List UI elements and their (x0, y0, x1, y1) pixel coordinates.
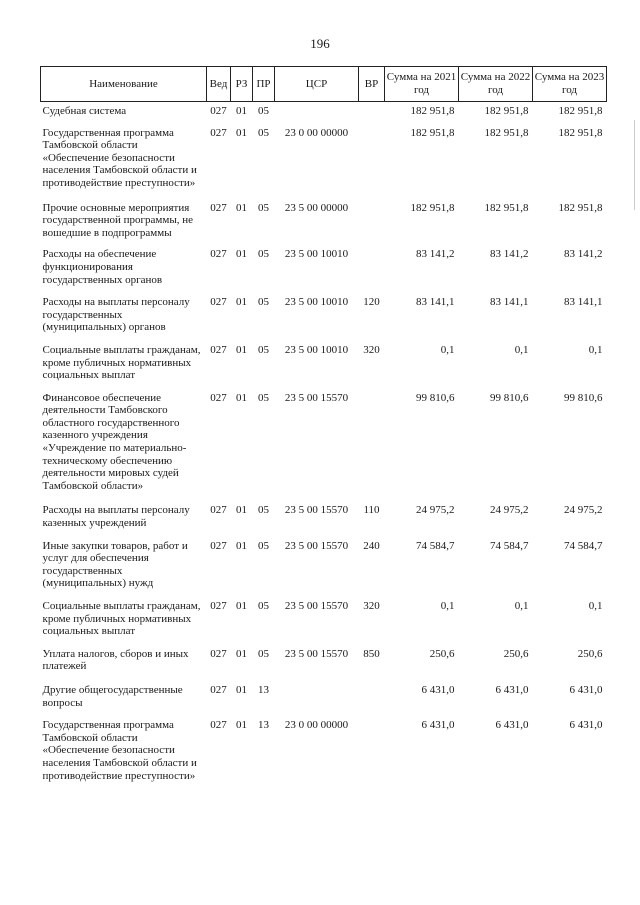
table-row (41, 709, 607, 782)
cell-csr: 23 5 00 15570 (284, 391, 349, 404)
cell-sum-2021: 182 951,8 (410, 126, 455, 139)
cell-name: Расходы на выплаты персоналу государственных (муниципальных) органов (42, 296, 190, 334)
cell-sum-2021: 83 141,1 (416, 296, 455, 309)
cell-sum-2022: 6 431,0 (495, 719, 529, 732)
cell-sum-2021: 83 141,2 (416, 248, 455, 261)
cell-rz: 01 (236, 248, 247, 261)
cell-sum-2022: 74 584,7 (490, 539, 529, 552)
cell-name: Уплата налогов, сборов и иных платежей (42, 647, 189, 673)
cell-vr: 320 (363, 343, 380, 356)
cell-csr: 23 5 00 15570 (284, 504, 349, 517)
cell-rz: 01 (236, 539, 247, 552)
table-row (41, 492, 607, 529)
cell-name: Государственная программа Тамбовской области «Обеспечение безопасности населения Тамбовской области и противодействие преступности» (42, 719, 197, 782)
scan-edge-mark (634, 120, 635, 210)
table-row (41, 334, 607, 382)
header-pr: ПР (253, 67, 275, 102)
table-row (41, 590, 607, 638)
cell-pr: 05 (258, 600, 269, 612)
cell-pr: 05 (258, 504, 269, 517)
table-row (41, 530, 607, 590)
cell-ved: 027 (210, 539, 227, 552)
cell-pr: 05 (258, 105, 269, 117)
cell-rz: 01 (236, 391, 247, 404)
cell-sum-2021: 250,6 (429, 647, 455, 660)
cell-vr (359, 239, 385, 286)
cell-sum-2022: 24 975,2 (490, 504, 529, 517)
cell-rz: 01 (236, 647, 247, 660)
cell-sum-2021: 0,1 (440, 343, 455, 356)
cell-rz: 01 (236, 296, 247, 309)
cell-rz: 01 (236, 105, 247, 117)
cell-sum-2023: 0,1 (588, 600, 603, 612)
cell-csr: 23 5 00 00000 (284, 201, 349, 214)
cell-pr: 05 (258, 201, 269, 214)
cell-pr: 05 (258, 539, 269, 552)
cell-sum-2023: 182 951,8 (558, 126, 603, 139)
cell-ved: 027 (210, 600, 227, 612)
cell-ved: 027 (210, 201, 227, 214)
header-sum-2021: Сумма на 2021 год (385, 67, 459, 102)
cell-rz: 01 (236, 719, 247, 732)
cell-csr: 23 5 00 10010 (284, 296, 349, 309)
cell-pr: 05 (258, 248, 269, 261)
cell-sum-2023: 83 141,2 (564, 248, 603, 261)
cell-name: Финансовое обеспечение деятельности Тамбовского областного государственного казенного учреждения «Учреждение по материально-техническому обеспечению деятельности мировых судей Тамбовской области» (42, 391, 187, 492)
cell-sum-2021: 99 810,6 (416, 391, 455, 404)
cell-csr: 23 0 00 00000 (284, 126, 349, 139)
table-row (41, 239, 607, 286)
cell-sum-2021: 74 584,7 (416, 539, 455, 552)
cell-vr (359, 673, 385, 709)
table-row (41, 638, 607, 673)
table-row (41, 102, 607, 118)
cell-sum-2021: 182 951,8 (410, 105, 455, 117)
cell-sum-2023: 74 584,7 (564, 539, 603, 552)
cell-name: Прочие основные мероприятия государственной программы, не вошедшие в подпрограммы (42, 201, 194, 239)
cell-rz: 01 (236, 504, 247, 517)
cell-vr: 110 (363, 504, 380, 517)
cell-vr (359, 102, 385, 118)
cell-name: Другие общегосударственные вопросы (42, 683, 183, 709)
table-row (41, 673, 607, 709)
cell-sum-2022: 0,1 (514, 343, 529, 356)
cell-name: Судебная система (42, 105, 127, 117)
cell-pr: 05 (258, 343, 269, 356)
cell-ved: 027 (210, 647, 227, 660)
cell-csr: 23 0 00 00000 (284, 719, 349, 732)
cell-sum-2022: 250,6 (503, 647, 529, 660)
cell-vr: 120 (363, 296, 380, 309)
budget-table (40, 66, 607, 782)
cell-sum-2022: 182 951,8 (484, 105, 529, 117)
table-row (41, 190, 607, 240)
cell-vr (359, 190, 385, 240)
cell-csr: 23 5 00 15570 (284, 539, 349, 552)
cell-sum-2022: 182 951,8 (484, 126, 529, 139)
cell-rz: 01 (236, 201, 247, 214)
cell-ved: 027 (210, 296, 227, 309)
cell-sum-2023: 0,1 (588, 343, 603, 356)
table-header-row (41, 67, 607, 102)
page-number: 196 (310, 36, 330, 51)
table-row (41, 118, 607, 190)
cell-sum-2021: 6 431,0 (421, 719, 455, 732)
cell-sum-2021: 182 951,8 (410, 201, 455, 214)
cell-sum-2021: 0,1 (440, 600, 455, 612)
cell-ved: 027 (210, 105, 227, 117)
cell-csr (275, 673, 359, 709)
cell-ved: 027 (210, 719, 227, 732)
cell-name: Государственная программа Тамбовской области «Обеспечение безопасности населения Тамбовской области и противодействие преступности» (42, 126, 197, 189)
cell-rz: 01 (236, 126, 247, 139)
cell-ved: 027 (210, 343, 227, 356)
header-ved: Вед (207, 67, 231, 102)
cell-pr: 05 (258, 296, 269, 309)
cell-sum-2022: 83 141,1 (490, 296, 529, 309)
cell-pr: 05 (258, 126, 269, 139)
cell-sum-2023: 6 431,0 (569, 683, 603, 696)
cell-rz: 01 (236, 600, 247, 612)
header-name: Наименование (41, 67, 207, 102)
cell-vr: 320 (363, 600, 380, 612)
header-csr: ЦСР (275, 67, 359, 102)
cell-pr: 13 (258, 719, 269, 732)
cell-vr (359, 118, 385, 190)
cell-pr: 05 (258, 647, 269, 660)
cell-csr: 23 5 00 15570 (284, 647, 349, 660)
cell-name: Социальные выплаты гражданам, кроме публичных нормативных социальных выплат (42, 600, 201, 638)
cell-csr: 23 5 00 15570 (284, 600, 349, 612)
cell-sum-2023: 182 951,8 (558, 105, 603, 117)
cell-ved: 027 (210, 248, 227, 261)
cell-sum-2021: 6 431,0 (421, 683, 455, 696)
cell-sum-2022: 83 141,2 (490, 248, 529, 261)
cell-ved: 027 (210, 683, 227, 696)
cell-csr: 23 5 00 10010 (284, 248, 349, 261)
cell-rz: 01 (236, 343, 247, 356)
cell-ved: 027 (210, 504, 227, 517)
cell-sum-2023: 6 431,0 (569, 719, 603, 732)
header-vr: ВР (359, 67, 385, 102)
cell-sum-2022: 6 431,0 (495, 683, 529, 696)
cell-sum-2023: 99 810,6 (564, 391, 603, 404)
cell-vr (359, 382, 385, 493)
cell-vr: 240 (363, 539, 380, 552)
cell-name: Расходы на выплаты персоналу казенных учреждений (42, 504, 190, 530)
cell-ved: 027 (210, 391, 227, 404)
cell-sum-2021: 24 975,2 (416, 504, 455, 517)
cell-sum-2023: 83 141,1 (564, 296, 603, 309)
cell-name: Расходы на обеспечение функционирования государственных органов (42, 248, 163, 286)
cell-sum-2023: 182 951,8 (558, 201, 603, 214)
cell-ved: 027 (210, 126, 227, 139)
cell-sum-2022: 0,1 (514, 600, 529, 612)
cell-vr (359, 709, 385, 782)
cell-sum-2023: 250,6 (577, 647, 603, 660)
cell-rz: 01 (236, 683, 247, 696)
cell-sum-2022: 182 951,8 (484, 201, 529, 214)
cell-sum-2023: 24 975,2 (564, 504, 603, 517)
cell-csr (275, 102, 359, 118)
cell-pr: 05 (258, 391, 269, 404)
header-rz: РЗ (231, 67, 253, 102)
header-sum-2022: Сумма на 2022 год (459, 67, 533, 102)
table-row (41, 286, 607, 334)
cell-name: Иные закупки товаров, работ и услуг для обеспечения государственных (муниципальных) нужд (42, 539, 188, 590)
table-row (41, 382, 607, 493)
cell-vr: 850 (363, 647, 380, 660)
header-sum-2023: Сумма на 2023 год (533, 67, 607, 102)
cell-csr: 23 5 00 10010 (284, 343, 349, 356)
cell-pr: 13 (258, 683, 269, 696)
cell-sum-2022: 99 810,6 (490, 391, 529, 404)
cell-name: Социальные выплаты гражданам, кроме публичных нормативных социальных выплат (42, 343, 201, 382)
